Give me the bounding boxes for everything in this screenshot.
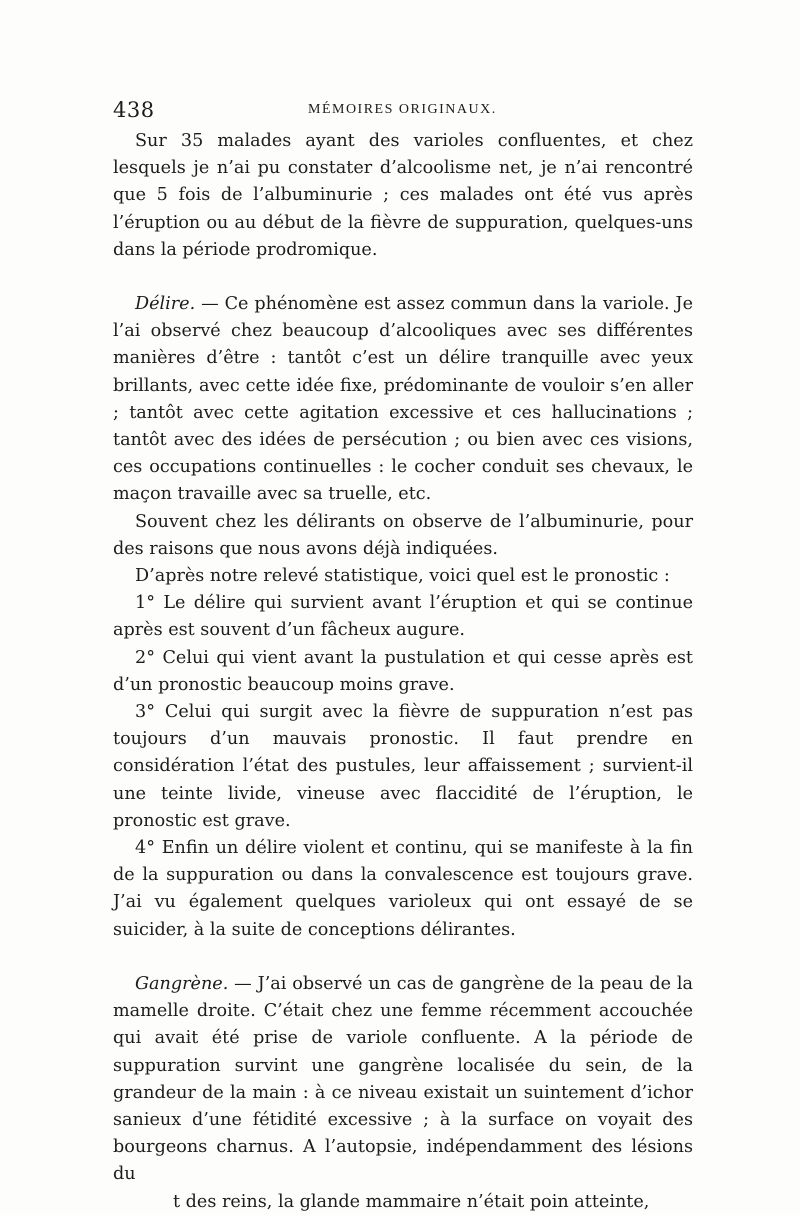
body-text — [113, 128, 693, 1215]
section-term-delire: Délire. — [135, 294, 196, 315]
list-item-3: 3° Celui qui surgit avec la fièvre de suppuration n’est pas toujours d’un mauvais pronostic. Il faut prendre en considération l’état des pustules, leur affaissement ; survient-il une teinte livide, vineuse avec flaccidité de l’éruption, le pronostic est grave. — [113, 702, 693, 831]
paragraph-statistique: D’après notre relevé statistique, voici quel est le pronostic : — [135, 566, 670, 587]
page-header — [113, 98, 693, 126]
section-term-gangrene: Gangrène. — [135, 973, 229, 994]
paragraph-gangrene: Gangrène. — J’ai observé un cas de gangrène de la peau de la mamelle droite. C’était chez une femme récemment accouchée qui avait été prise de variole confluente. A la période de suppuration survint une gangrène localisée du sein, de la grandeur de la main : à ce niveau existait un suintement d’ichor sanieux d’une fétidité excessive ; à la surface on voyait des bourgeons charnus. A l’autopsie, indépendamment des lésions du — [113, 973, 693, 1185]
running-title: MÉMOIRES ORIGINAUX. — [308, 102, 497, 117]
paragraph-last-line: t des reins, la glande mammaire n’était poin atteinte, — [173, 1191, 650, 1212]
list-item-1: 1° Le délire qui survient avant l’éruption et qui se continue après est souvent d’un fâcheux augure. — [113, 593, 693, 641]
paragraph-albuminurie: Sur 35 malades ayant des varioles confluentes, et chez lesquels je n’ai pu constater d’alcoolisme net, je n’ai rencontré que 5 fois de l’albuminurie ; ces malades ont été vus après l’éruption ou au début de la fièvre de suppuration, quelques-uns dans la période prodromique. — [113, 131, 693, 260]
page-number: 438 — [113, 98, 155, 122]
paragraph-delire: Délire. — Ce phénomène est assez commun dans la variole. Je l’ai observé chez beaucoup d’alcooliques avec ses différentes manières d’être : tantôt c’est un délire tranquille avec yeux brillants, avec cette idée fixe, prédominante de vouloir s’en aller ; tantôt avec cette agitation excessive et ces hallucinations ; tantôt avec des idées de persécution ; ou bien avec ces visions, ces occupations continuelles : le cocher conduit ses chevaux, le maçon travaille avec sa truelle, etc. — [113, 294, 693, 505]
list-item-2: 2° Celui qui vient avant la pustulation et qui cesse après est d’un pronostic beaucoup moins grave. — [113, 647, 693, 695]
paragraph-delirants: Souvent chez les délirants on observe de l’albuminurie, pour des raisons que nous avons déjà indiquées. — [113, 511, 693, 559]
list-item-4: 4° Enfin un délire violent et continu, qui se manifeste à la fin de la suppuration ou dans la convalescence est toujours grave. J’ai vu également quelques varioleux qui ont essayé de se suicider, à la suite de conceptions délirantes. — [113, 838, 693, 940]
